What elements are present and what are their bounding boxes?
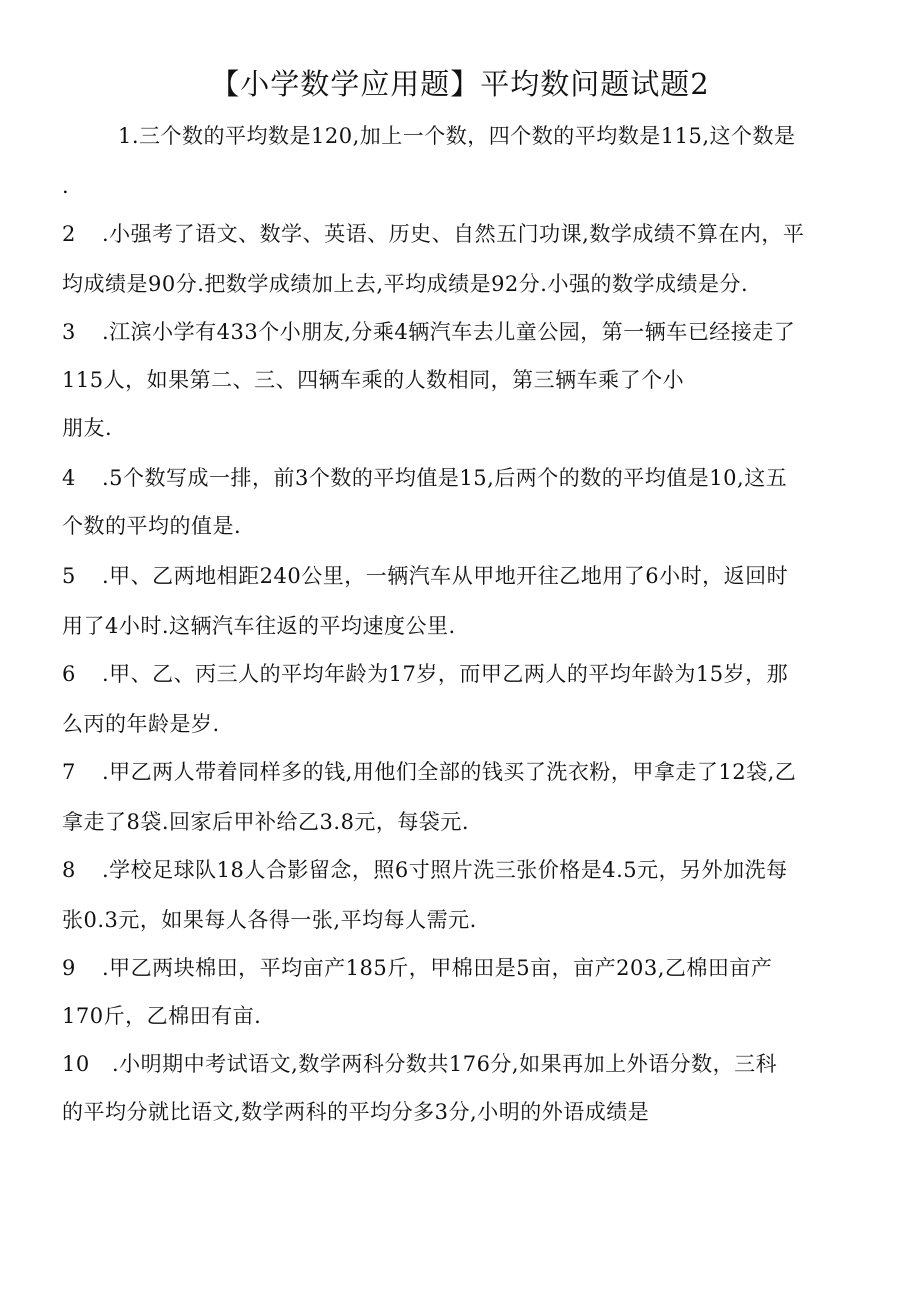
question-10-text-cont: 的平均分就比语文,数学两科的平均分多3分,小明的外语成绩是: [62, 1100, 650, 1124]
question-7-text: .甲乙两人带着同样多的钱,用他们全部的钱买了洗衣粉，甲拿走了12袋,乙: [102, 760, 797, 784]
question-5-line-2: [62, 610, 456, 642]
question-9-text: .甲乙两块棉田，平均亩产185斤，甲棉田是5亩，亩产203,乙棉田亩产: [102, 956, 773, 980]
question-6-line-2: [62, 708, 220, 740]
question-9-text-cont: 170斤，乙棉田有亩.: [62, 1004, 262, 1028]
question-5-line-1: [62, 560, 788, 592]
question-5-number: 5: [62, 564, 76, 588]
question-4-number: 4: [62, 466, 76, 490]
question-8-number: 8: [62, 858, 76, 882]
question-4-text: .5个数写成一排，前3个数的平均值是15,后两个的数的平均值是10,这五: [102, 466, 788, 490]
question-10-line-2: [62, 1096, 649, 1128]
question-3-text-cont: 115人，如果第二、三、四辆车乘的人数相同，第三辆车乘了个小: [62, 368, 685, 392]
question-1-text: 三个数的平均数是120,加上一个数，四个数的平均数是115,这个数是: [139, 124, 796, 148]
question-9-number: 9: [62, 956, 76, 980]
question-6-text: .甲、乙、丙三人的平均年龄为17岁，而甲乙两人的平均年龄为15岁，那: [102, 662, 789, 686]
question-3-text-cont-2: 朋友.: [62, 416, 113, 440]
question-10-text: .小明期中考试语文,数学两科分数共176分,如果再加上外语分数，三科: [112, 1052, 778, 1076]
question-2-number: 2: [62, 222, 76, 246]
page-title: 【小学数学应用题】平均数问题试题2: [210, 67, 710, 101]
question-4-line-2: [62, 510, 241, 542]
question-5-text: .甲、乙两地相距240公里，一辆汽车从甲地开往乙地用了6小时，返回时: [102, 564, 789, 588]
question-7-line-2: [62, 806, 469, 838]
question-10-number: 10: [62, 1052, 90, 1076]
question-8-line-1: [62, 854, 788, 886]
question-2-text-cont: 均成绩是90分.把数学成绩加上去,平均成绩是92分.小强的数学成绩是分.: [62, 272, 749, 296]
question-1-number: 1.: [118, 124, 140, 148]
question-6-text-cont: 么丙的年龄是岁.: [62, 712, 220, 736]
question-3-number: 3: [62, 320, 76, 344]
question-9-line-2: [62, 1000, 261, 1032]
question-1-line-2: [62, 170, 69, 202]
question-7-text-cont: 拿走了8袋.回家后甲补给乙3.8元，每袋元.: [62, 810, 470, 834]
question-1-line-1: [118, 120, 796, 152]
question-7-number: 7: [62, 760, 76, 784]
question-3-line-2: [62, 364, 684, 396]
question-8-text-cont: 张0.3元，如果每人各得一张,平均每人需元.: [62, 908, 477, 932]
question-5-text-cont: 用了4小时.这辆汽车往返的平均速度公里.: [62, 614, 456, 638]
question-6-number: 6: [62, 662, 76, 686]
question-4-line-1: [62, 462, 787, 494]
question-7-line-1: [62, 756, 796, 788]
question-4-text-cont: 个数的平均的值是.: [62, 514, 242, 538]
question-3-line-1: [62, 316, 795, 348]
question-8-line-2: [62, 904, 477, 936]
question-2-text: .小强考了语文、数学、英语、历史、自然五门功课,数学成绩不算在内，平: [102, 222, 805, 246]
question-3-text: .江滨小学有433个小朋友,分乘4辆汽车去儿童公园，第一辆车已经接走了: [102, 320, 796, 344]
question-2-line-1: [62, 218, 804, 250]
question-2-line-2: [62, 268, 748, 300]
question-3-line-3: [62, 412, 112, 444]
question-10-line-1: [62, 1048, 777, 1080]
question-6-line-1: [62, 658, 788, 690]
question-1-text-cont: .: [62, 174, 70, 198]
question-8-text: .学校足球队18人合影留念，照6寸照片洗三张价格是4.5元，另外加洗每: [102, 858, 788, 882]
question-9-line-1: [62, 952, 772, 984]
